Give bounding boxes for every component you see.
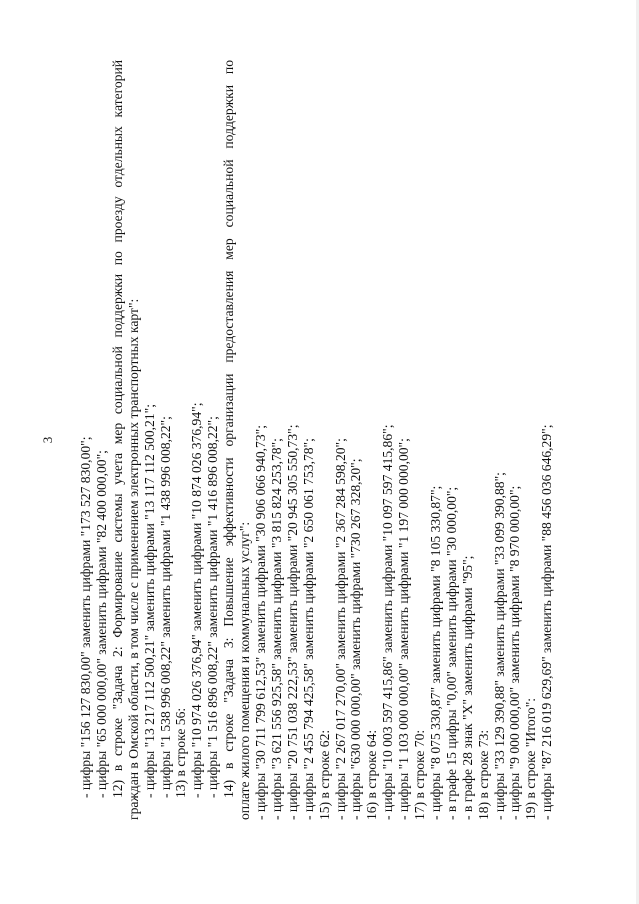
text-line: - цифры "87 216 019 629,69" заменить цифрами "88 456 036 646,29"; — [539, 424, 555, 820]
text-line: - цифры "1 516 896 008,22" заменить цифрами "1 416 896 008,22"; — [205, 416, 221, 798]
text-line: - цифры "2 267 017 270,00" заменить цифрами "2 367 284 598,20"; — [332, 438, 348, 820]
text-line: - в графе 15 цифры "0,00" заменить цифрами "30 000,00"; — [443, 486, 459, 820]
text-line: 19) в строке "Итого": — [523, 697, 539, 820]
text-line: - цифры "1 103 000 000,00" заменить цифрами "1 197 000 000,00"; — [396, 438, 412, 820]
text-line: 12) в строке "Задача 2: Формирование системы учета мер социальной поддержки по проезду отдельных категорий — [109, 60, 125, 798]
text-line: граждан в Омской области, в том числе с применением электронных транспортных карт": — [125, 298, 141, 820]
text-line: - цифры "10 974 026 376,94" заменить цифрами "10 874 026 376,94"; — [189, 402, 205, 798]
text-line: - в графе 28 знак "X" заменить цифрами "95"; — [459, 555, 475, 820]
text-line: 18) в строке 73: — [475, 729, 491, 820]
text-line: - цифры "3 621 556 925,58" заменить цифрами "3 815 824 253,78"; — [268, 438, 284, 820]
text-line: 14) в строке "Задача 3: Повышение эффективности организации предоставления мер социальной поддержки по — [221, 60, 237, 798]
page-number: 3 — [40, 436, 55, 444]
text-line: оплате жилого помещения и коммунальных услуг": — [237, 521, 253, 820]
text-line: - цифры "30 711 799 612,53" заменить цифрами "30 906 066 940,73"; — [252, 425, 268, 820]
text-line: - цифры "33 129 390,88" заменить цифрами "33 099 390,88"; — [491, 472, 507, 820]
text-line: 16) в строке 64: — [364, 729, 380, 820]
document-body — [78, 60, 555, 820]
text-line: - цифры "13 217 112 500,21" заменить цифрами "13 117 112 500,21"; — [141, 404, 157, 798]
text-line: - цифры "10 003 597 415,86" заменить цифрами "10 097 597 415,86"; — [380, 424, 396, 820]
text-line: - цифры "156 127 830,00" заменить цифрами "173 527 830,00"; — [78, 436, 93, 798]
text-line: - цифры "8 075 330,87" заменить цифрами "8 105 330,87"; — [427, 485, 443, 820]
text-line: 15) в строке 62: — [316, 729, 332, 820]
text-line: - цифры "9 000 000,00" заменить цифрами "8 970 000,00"; — [507, 485, 523, 820]
text-line: - цифры "2 455 794 425,58" заменить цифрами "2 650 061 753,78"; — [300, 438, 316, 820]
text-line: - цифры "1 538 996 008,22" заменить цифрами "1 438 996 008,22"; — [157, 416, 173, 798]
text-line: 13) в строке 56: — [173, 707, 189, 798]
text-line: - цифры "65 000 000,00" заменить цифрами "82 400 000,00"; — [93, 450, 109, 798]
text-line: 17) в строке 70: — [412, 729, 428, 820]
text-line: - цифры "630 000 000,00" заменить цифрами "730 267 328,20"; — [348, 458, 364, 820]
rotated-content — [38, 60, 638, 820]
text-line: - цифры "20 751 038 222,53" заменить цифрами "20 945 305 550,73"; — [284, 424, 300, 820]
